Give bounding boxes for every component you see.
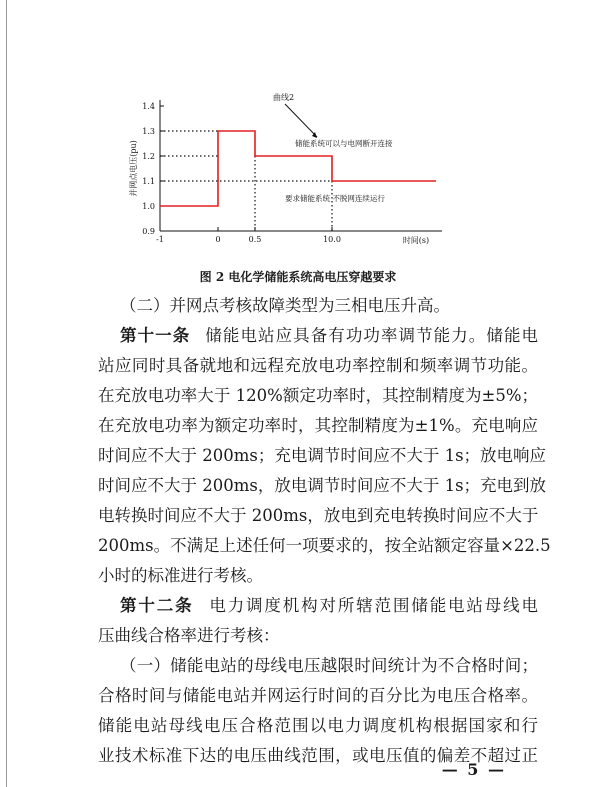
item-1-line-3: 储能电站母线电压合格范围以电力调度机构根据国家和行 [98,716,538,735]
article-12-heading: 第十二条 [120,596,194,615]
article-11-heading: 第十一条 [120,326,191,345]
article-11-line-2: 站应同时具备就地和远程充放电功率控制和频率调节功能。 [98,356,538,375]
curve-label: 曲线2 [273,93,295,102]
y-tick-label: 1.3 [142,127,155,136]
article-11-line-1: 第十一条 储能电站应具备有功功率调节能力。储能电 [120,326,539,345]
article-12-line-1: 第十二条 电力调度机构对所辖范围储能电站母线电 [120,596,539,615]
article-11-line-3: 在充放电功率大于 120%额定功率时，其控制精度为±5%； [98,386,538,405]
article-11-line-5: 时间应不大于 200ms；充电调节时间应不大于 1s；放电响应 [98,446,547,465]
figure-caption: 图 2 电化学储能系统高电压穿越要求 [199,270,397,284]
article-11-line-6: 时间应不大于 200ms，放电调节时间应不大于 1s；充电到放 [98,476,547,495]
article-11-line-7: 电转换时间应不大于 200ms，放电到充电转换时间应不大于 [98,506,539,525]
y-tick-label: 1.2 [142,152,155,161]
y-tick-label: 1.4 [142,102,155,111]
stay-connected-note: 要求储能系统 不脱网连续运行 [285,194,385,203]
y-axis-label: 并网点电压(pu) [129,140,138,197]
x-axis-label: 时间(s) [402,236,430,245]
page-left-rule [6,0,7,787]
x-tick-label: 0.5 [248,235,262,244]
disconnect-note: 储能系统可以与电网断开连接 [295,139,393,148]
y-tick-label: 1.1 [142,177,155,186]
y-tick-label: 0.9 [142,227,155,236]
article-11-line-8: 200ms。不满足上述任何一项要求的，按全站额定容量×22.5 [98,536,551,555]
body-text [98,291,551,771]
curve-pointer [285,104,317,137]
page-number: — 5 — [441,760,506,779]
article-11-line-4: 在充放电功率为额定功率时，其控制精度为±1%。充电响应 [98,416,538,435]
paragraph-item-2: （二）并网点考核故障类型为三相电压升高。 [120,296,450,315]
hvrt-chart [120,88,450,258]
article-11-line-9: 小时的标准进行考核。 [98,566,263,585]
x-tick-label: -1 [156,235,164,244]
y-tick-label: 1.0 [142,202,155,211]
x-tick-label: 10.0 [323,235,341,244]
article-12-line-2: 压曲线合格率进行考核： [98,626,280,645]
x-tick-label: 0 [215,235,221,244]
item-1-line-4: 业技术标准下达的电压曲线范围，或电压值的偏差不超过正 [98,746,538,765]
item-1-line-1: （一）储能电站的母线电压越限时间统计为不合格时间； [120,656,538,675]
item-1-line-2: 合格时间与储能电站并网运行时间的百分比为电压合格率。 [98,686,538,705]
